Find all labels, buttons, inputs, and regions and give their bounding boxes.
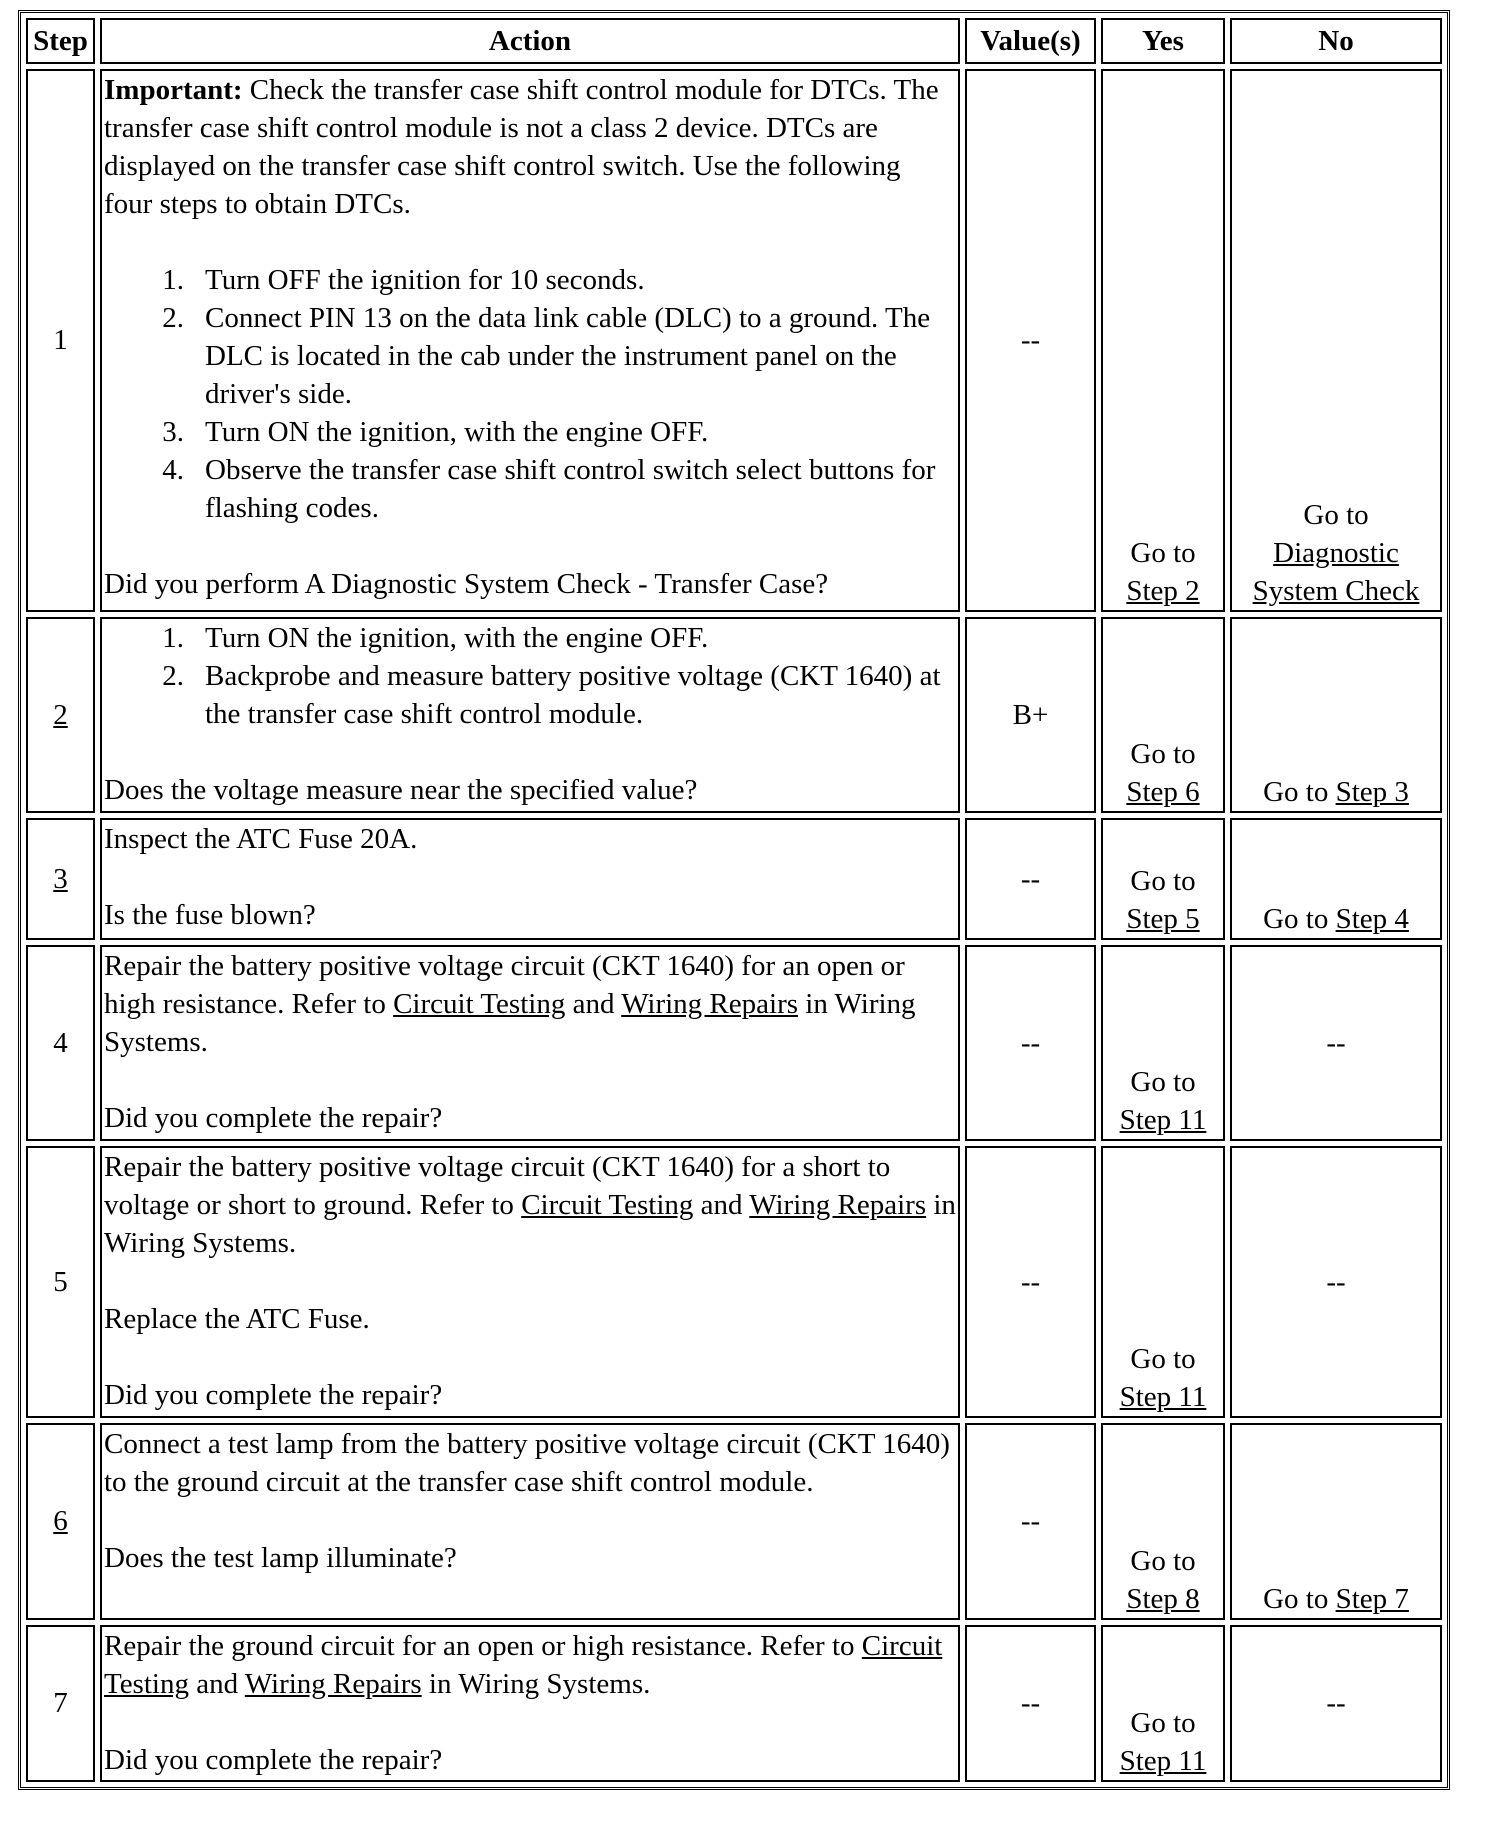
yes-cell: Go to Step 6 — [1101, 617, 1225, 814]
table-row — [26, 1146, 1442, 1418]
step-number — [26, 1423, 95, 1620]
table-row — [26, 818, 1442, 939]
no-cell: -- — [1230, 1625, 1442, 1783]
list-item: 3. Turn ON the ignition, with the engine OFF. — [162, 416, 709, 448]
yes-step-link[interactable]: Step 11 — [1119, 1745, 1207, 1777]
no-cell: -- — [1230, 945, 1442, 1142]
action-intro: Important: Check the transfer case shift control module for DTCs. The transfer case shift control module is not a class 2 device. DTCs are displayed on the transfer case shift control switch. Use the following four steps to obtain DTCs. — [104, 74, 939, 220]
action-cell — [100, 818, 960, 939]
step-link[interactable]: 3 — [53, 862, 68, 895]
action-text: Repair the battery positive voltage circuit (CKT 1640) for an open or high resistance. Refer to Circuit Testing and Wiring Repairs in Wiring Systems. — [104, 949, 916, 1058]
value-cell: -- — [965, 1146, 1096, 1418]
step-link[interactable]: 2 — [53, 698, 68, 731]
action-cell — [100, 945, 960, 1142]
yes-step-link[interactable]: Step 2 — [1126, 574, 1200, 607]
yes-cell: Go to Step 8 — [1101, 1423, 1225, 1620]
action-text: Repair the battery positive voltage circuit (CKT 1640) for a short to voltage or short to ground. Refer to Circuit Testing and Wiring Repairs in Wiring Systems. — [104, 1151, 956, 1260]
yes-cell: Go to Step 11 — [1101, 945, 1225, 1142]
yes-cell: Go to Step 5 — [1101, 818, 1225, 939]
list-item: 2. Connect PIN 13 on the data link cable (DLC) to a ground. The DLC is located in the cab under the instrument panel on the driver's side. — [162, 302, 931, 410]
diagnostic-system-check-link[interactable]: Diagnostic System Check — [1252, 536, 1420, 607]
table-row — [26, 945, 1442, 1142]
value-cell: B+ — [965, 617, 1096, 814]
action-text: Connect a test lamp from the battery positive voltage circuit (CKT 1640) to the ground circuit at the transfer case shift control module. — [104, 1427, 950, 1498]
wiring-repairs-link[interactable]: Wiring Repairs — [244, 1667, 422, 1700]
wiring-repairs-link[interactable]: Wiring Repairs — [621, 987, 799, 1020]
list-item: 1. Turn OFF the ignition for 10 seconds. — [162, 264, 645, 296]
header-step: Step — [26, 18, 95, 64]
action-text: Inspect the ATC Fuse 20A. — [104, 823, 418, 856]
step-link[interactable]: 6 — [53, 1505, 68, 1538]
list-item: 2. Backprobe and measure battery positive voltage (CKT 1640) at the transfer case shift control module. — [162, 659, 941, 730]
yes-cell: Go to Step 11 — [1101, 1625, 1225, 1783]
table-row — [26, 1625, 1442, 1783]
diagnostic-table — [18, 10, 1450, 1790]
circuit-testing-link[interactable]: Circuit Testing — [393, 987, 566, 1020]
header-action: Action — [100, 18, 960, 64]
yes-step-link[interactable]: Step 11 — [1119, 1104, 1207, 1137]
no-cell: Go to Step 3 — [1230, 617, 1442, 814]
step-number: 1 — [26, 69, 95, 612]
action-question: Did you complete the repair? — [104, 1101, 443, 1134]
list-item: 1. Turn ON the ignition, with the engine OFF. — [162, 621, 709, 654]
table-row — [26, 69, 1442, 612]
step-number — [26, 617, 95, 814]
yes-step-link[interactable]: Step 11 — [1119, 1380, 1207, 1413]
table-row — [26, 617, 1442, 814]
action-text: Repair the ground circuit for an open or high resistance. Refer to Circuit Testing and Wiring Repairs in Wiring Systems. — [104, 1629, 943, 1700]
action-text-2: Replace the ATC Fuse. — [104, 1303, 370, 1336]
no-cell: Go to Diagnostic System Check — [1230, 69, 1442, 612]
value-cell: -- — [965, 69, 1096, 612]
table-row — [26, 1423, 1442, 1620]
header-yes: Yes — [1101, 18, 1225, 64]
action-cell — [100, 1146, 960, 1418]
header-no: No — [1230, 18, 1442, 64]
yes-step-link[interactable]: Step 6 — [1126, 776, 1200, 809]
step-number: 4 — [26, 945, 95, 1142]
substep-list — [104, 619, 956, 733]
value-cell: -- — [965, 818, 1096, 939]
circuit-testing-link[interactable]: Circuit Testing — [521, 1189, 694, 1222]
step-number: 5 — [26, 1146, 95, 1418]
action-question: Did you perform A Diagnostic System Check - Transfer Case? — [104, 568, 829, 600]
action-cell — [100, 1625, 960, 1783]
yes-step-link[interactable]: Step 8 — [1126, 1582, 1200, 1615]
substep-list — [104, 261, 956, 527]
header-row — [26, 18, 1442, 64]
no-step-link[interactable]: Step 3 — [1335, 776, 1409, 809]
wiring-repairs-link[interactable]: Wiring Repairs — [749, 1189, 927, 1222]
no-step-link[interactable]: Step 7 — [1335, 1582, 1409, 1615]
important-label: Important: — [104, 74, 243, 106]
yes-cell: Go to Step 11 — [1101, 1146, 1225, 1418]
value-cell: -- — [965, 1625, 1096, 1783]
action-cell — [100, 1423, 960, 1620]
header-values: Value(s) — [965, 18, 1096, 64]
yes-step-link[interactable]: Step 5 — [1126, 902, 1200, 935]
no-cell: Go to Step 4 — [1230, 818, 1442, 939]
value-cell: -- — [965, 1423, 1096, 1620]
action-cell — [100, 69, 960, 612]
action-question: Did you complete the repair? — [104, 1379, 443, 1412]
action-question: Did you complete the repair? — [104, 1743, 443, 1776]
circuit-testing-link[interactable]: Circuit Testing — [104, 1629, 943, 1700]
no-cell: -- — [1230, 1146, 1442, 1418]
no-cell: Go to Step 7 — [1230, 1423, 1442, 1620]
action-question: Is the fuse blown? — [104, 899, 316, 932]
action-cell — [100, 617, 960, 814]
no-step-link[interactable]: Step 4 — [1335, 902, 1409, 935]
action-question: Does the voltage measure near the specified value? — [104, 773, 698, 806]
action-question: Does the test lamp illuminate? — [104, 1541, 457, 1574]
yes-cell: Go to Step 2 — [1101, 69, 1225, 612]
value-cell: -- — [965, 945, 1096, 1142]
step-number: 7 — [26, 1625, 95, 1783]
step-number — [26, 818, 95, 939]
list-item: 4. Observe the transfer case shift control switch select buttons for flashing codes. — [162, 454, 936, 524]
